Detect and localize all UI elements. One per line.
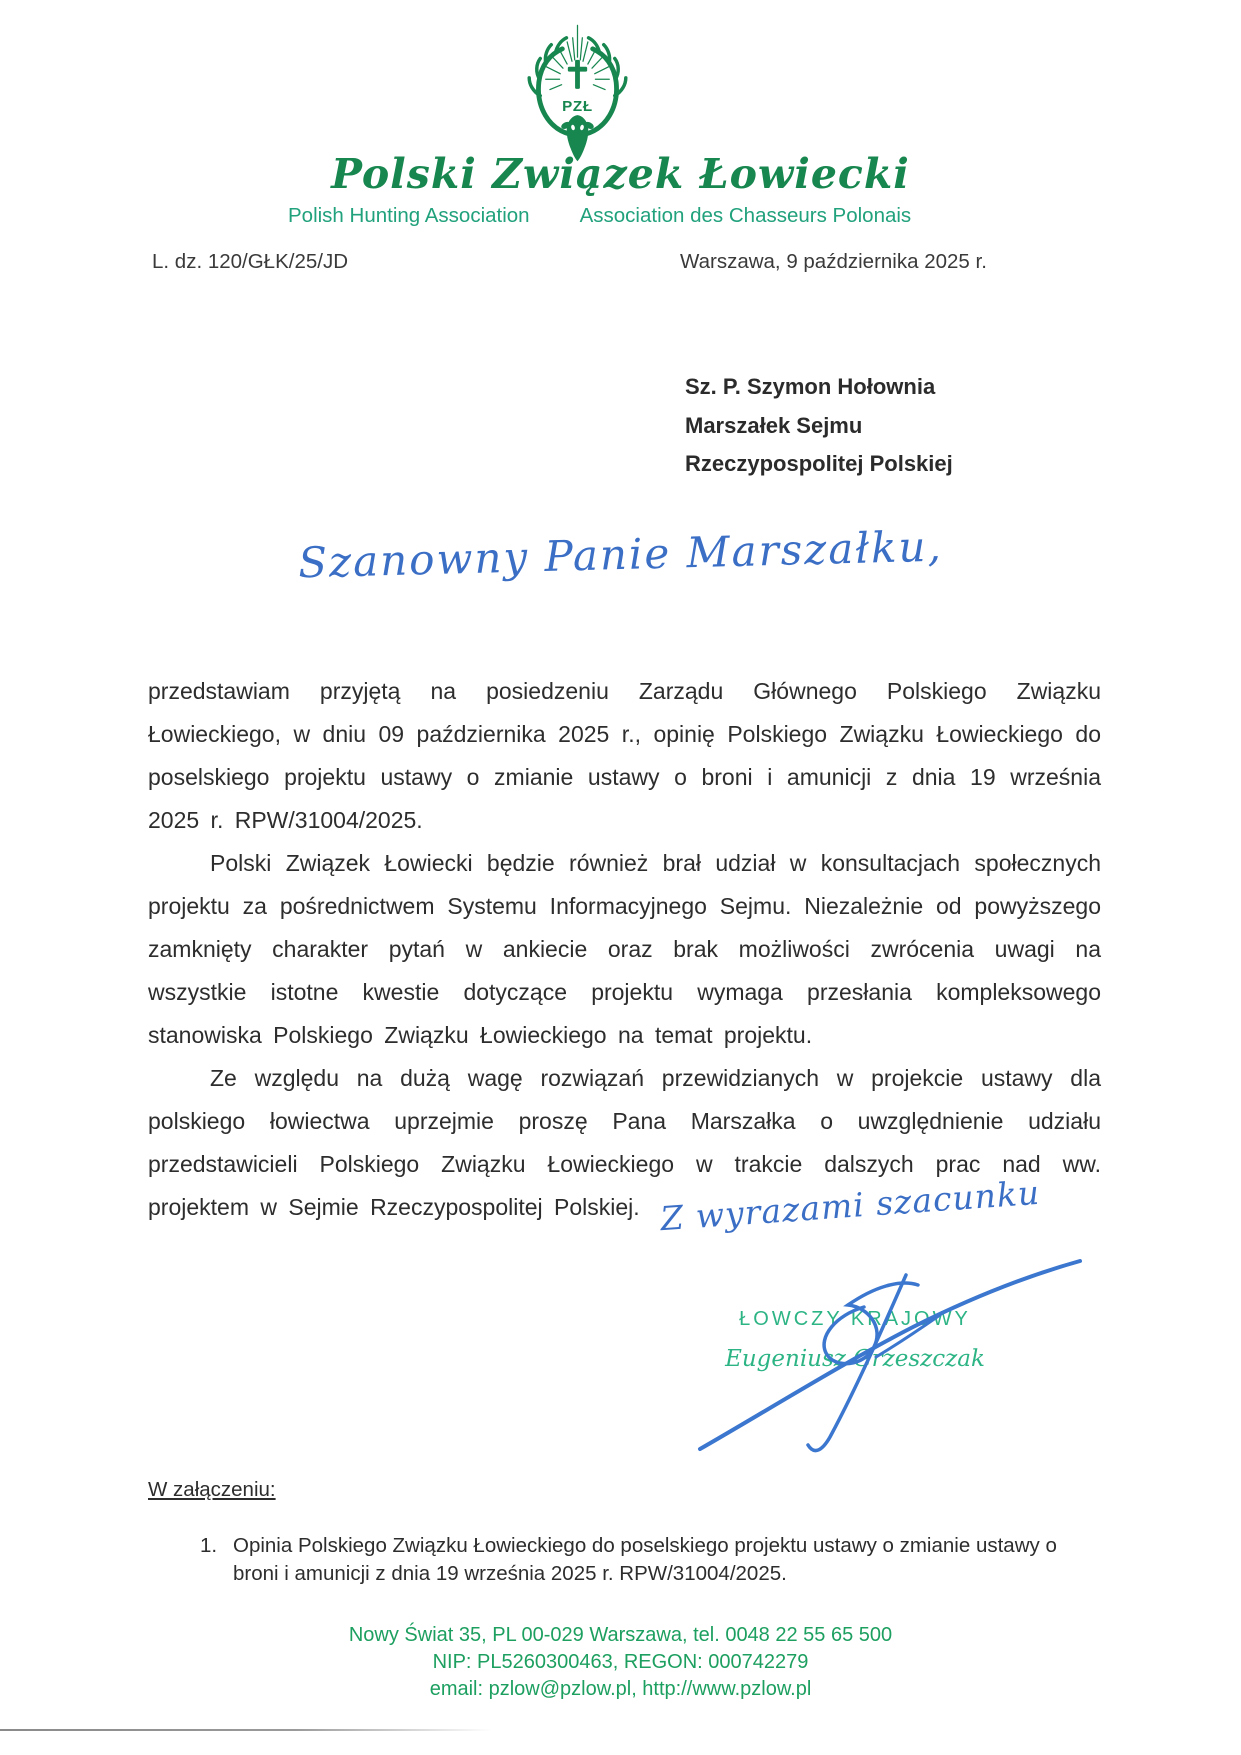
recipient-block — [685, 368, 953, 484]
body-paragraph: Polski Związek Łowiecki będzie również brał udział w konsultacjach społecznych projektu za pośrednictwem Systemu Informacyjnego Sejmu. Niezależnie od powyższego zamknięty charakter pytań w ankiecie oraz brak możliwości zwrócenia uwagi na wszystkie istotne kwestie dotyczące projektu wymaga przesłania kompleksowego stanowiska Polskiego Związku Łowieckiego na temat projektu. — [148, 850, 1101, 1048]
signer-name-stamp: Eugeniusz Grzeszczak — [725, 1346, 985, 1372]
recipient-title: Marszałek Sejmu — [685, 412, 863, 438]
footer-contact: email: pzlow@pzlow.pl, http://www.pzlow.pl — [429, 1678, 812, 1700]
footer-registration: NIP: PL5260300463, REGON: 000742279 — [432, 1651, 809, 1673]
body-paragraph: Ze względu na dużą wagę rozwiązań przewidzianych w projekcie ustawy dla polskiego łowiectwa uprzejmie proszę Pana Marszałka o uwzględnienie udziału przedstawicieli Polskiego Związku Łowieckiego w trakcie dalszych prac nad ww. projektem w Sejmie Rzeczypospolitej Polskiej. — [148, 1065, 1101, 1220]
organization-name: Polski Związek Łowiecki — [331, 150, 910, 198]
letterhead-footer — [0, 1622, 1241, 1703]
pzl-deer-antlers-logo — [505, 24, 650, 162]
attachment-number: 1. — [200, 1534, 218, 1557]
attachment-text: Opinia Polskiego Związku Łowieckiego do poselskiego projektu ustawy o zmianie ustawy o broni i amunicji z dnia 19 września 2025 r. RPW/31004/2025. — [233, 1534, 1057, 1585]
cross-icon — [568, 60, 587, 89]
attachments-heading: W załączeniu: — [148, 1478, 276, 1501]
attachments-section — [148, 1478, 1100, 1588]
subtitle-french: Association des Chasseurs Polonais — [579, 204, 912, 227]
recipient-name: Sz. P. Szymon Hołownia — [685, 374, 936, 399]
recipient-institution: Rzeczypospolitej Polskiej — [685, 451, 953, 476]
body-paragraph: przedstawiam przyjętą na posiedzeniu Zarządu Głównego Polskiego Związku Łowieckiego, w dniu 09 października 2025 r., opinię Polskiego Związku Łowieckiego do poselskiego projektu ustawy o zmianie ustawy o broni i amunicji z dnia 19 września 2025 r. RPW/31004/2025. — [148, 678, 1101, 833]
footer-address: Nowy Świat 35, PL 00-029 Warszawa, tel. 0048 22 55 65 500 — [348, 1624, 893, 1646]
letter-body — [148, 670, 1101, 1229]
logo-monogram: PZŁ — [562, 97, 593, 115]
handwritten-closing: Z wyrazami szacunku — [659, 1172, 1042, 1239]
attachment-item — [148, 1532, 1100, 1588]
place-and-date: Warszawa, 9 października 2025 r. — [680, 250, 987, 273]
signer-title-stamp: ŁOWCZY KRAJOWY — [739, 1308, 971, 1330]
handwritten-salutation: Szanowny Panie Marszałku, — [297, 521, 944, 588]
subtitle-english: Polish Hunting Association — [288, 204, 530, 227]
reference-number: L. dz. 120/GŁK/25/JD — [152, 250, 349, 273]
scan-artifact-line — [0, 1729, 492, 1731]
organization-subtitles — [288, 204, 911, 228]
